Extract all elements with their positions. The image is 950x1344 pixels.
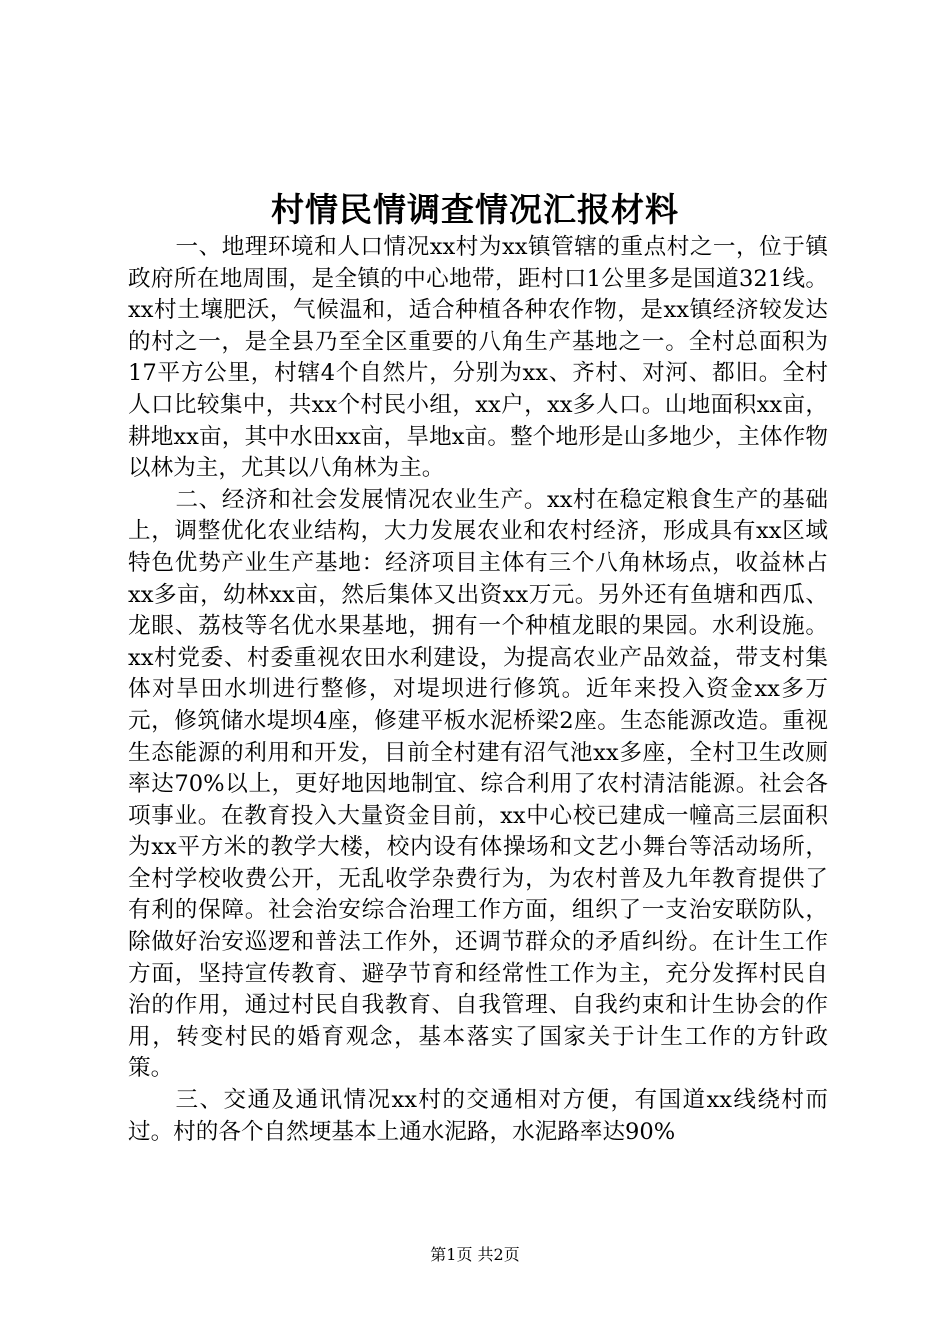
paragraph-geography-population: 一、地理环境和人口情况xx村为xx镇管辖的重点村之一，位于镇政府所在地周围，是全镇的中心地带，距村口1公里多是国道321线。xx村土壤肥沃，气候温和，适合种植各种农作物，是xx镇经济较发达的村之一，是全县乃至全区重要的八角生产基地之一。全村总面积为17平方公里，村辖4个自然片，分别为xx、齐村、对河、都旧。全村人口比较集中，共xx个村民小组，xx户，xx多人口。山地面积xx亩，耕地xx亩，其中水田xx亩，旱地x亩。整个地形是山多地少，主体作物以林为主，尤其以八角林为主。 xyxy=(128,234,828,482)
document-body xyxy=(128,232,828,1148)
document-title: 村情民情调查情况汇报材料 xyxy=(271,190,679,229)
paragraph-economy-society: 二、经济和社会发展情况农业生产。xx村在稳定粮食生产的基础上，调整优化农业结构，大力发展农业和农村经济，形成具有xx区域特色优势产业生产基地：经济项目主体有三个八角林场点，收益林占xx多亩，幼林xx亩，然后集体又出资xx万元。另外还有鱼塘和西瓜、龙眼、荔枝等名优水果基地，拥有一个种植龙眼的果园。水利设施。xx村党委、村委重视农田水利建设，为提高农业产品效益，带支村集体对旱田水圳进行整修，对堤坝进行修筑。近年来投入资金xx多万元，修筑储水堤坝4座，修建平板水泥桥梁2座。生态能源改造。重视生态能源的利用和开发，目前全村建有沼气池xx多座，全村卫生改厕率达70%以上，更好地因地制宜、综合利用了农村清洁能源。社会各项事业。在教育投入大量资金目前，xx中心校已建成一幢高三层面积为xx平方米的教学大楼，校内设有体操场和文艺小舞台等活动场所，全村学校收费公开，无乱收学杂费行为，为农村普及九年教育提供了有利的保障。社会治安综合治理工作方面，组织了一支治安联防队，除做好治安巡逻和普法工作外，还调节群众的矛盾纠纷。在计生工作方面，坚持宣传教育、避孕节育和经常性工作为主，充分发挥村民自治的作用，通过村民自我教育、自我管理、自我约束和计生协会的作用，转变村民的婚育观念，基本落实了国家关于计生工作的方针政策。 xyxy=(128,486,828,1082)
page-footer: 第1页 共2页 xyxy=(430,1245,520,1264)
paragraph-transport-communication: 三、交通及通讯情况xx村的交通相对方便，有国道xx线绕村而过。村的各个自然埂基本上通水泥路，水泥路率达90% xyxy=(128,1087,828,1145)
